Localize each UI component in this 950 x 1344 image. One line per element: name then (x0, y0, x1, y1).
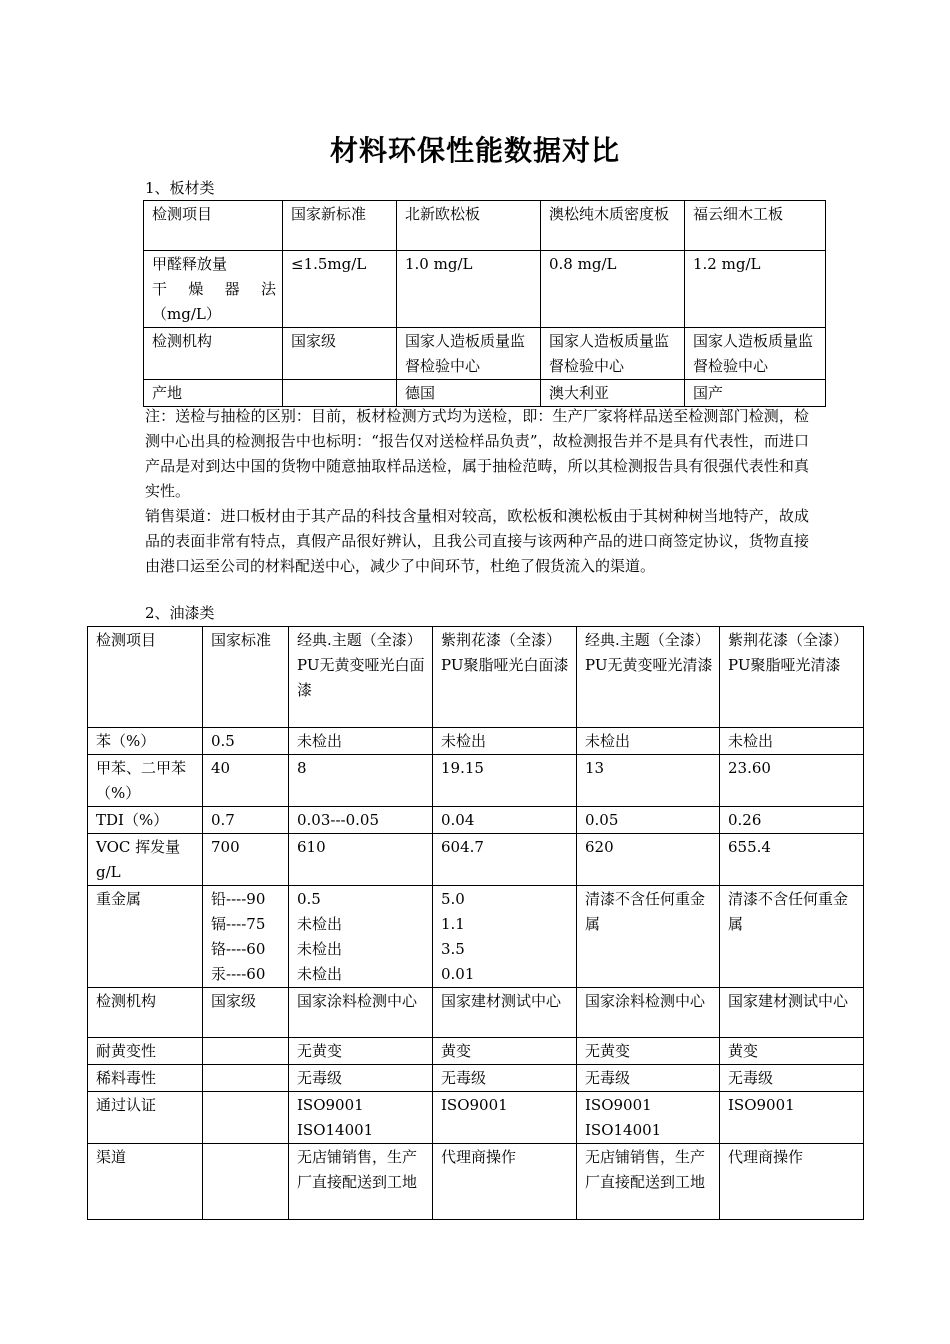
table-cell: 国家建材测试中心 (433, 988, 577, 1038)
table-cell: 604.7 (433, 834, 577, 886)
table-cell: 未检出 (720, 728, 864, 755)
table-header-cell: 紫荆花漆（全漆） PU聚脂哑光清漆 (720, 627, 864, 728)
table-cell: VOC 挥发量 g/L (88, 834, 203, 886)
table-cell: 无毒级 (433, 1065, 577, 1092)
table-cell: ISO9001 ISO14001 (577, 1092, 720, 1144)
table-cell: 通过认证 (88, 1092, 203, 1144)
table-cell: 检测机构 (88, 988, 203, 1038)
table-cell: 0.04 (433, 807, 577, 834)
table-cell: 国家人造板质量监督检验中心 (685, 328, 826, 380)
table-cell: 清漆不含任何重金属 (577, 886, 720, 988)
table-row (88, 728, 864, 755)
table-cell: 甲苯、二甲苯（%） (88, 755, 203, 807)
note-paragraph: 注：送检与抽检的区别：目前，板材检测方式均为送检，即：生产厂家将样品送至检测部门检测，检测中心出具的检测报告中也标明：“报告仅对送检样品负责”，故检测报告并不是具有代表性，而进口产品是对到达中国的货物中随意抽取样品送检，属于抽检范畴，所以其检测报告具有很强代表性和真实性。 (145, 407, 809, 500)
table-cell: 5.0 1.1 3.5 0.01 (433, 886, 577, 988)
table-cell: 620 (577, 834, 720, 886)
table-cell: 23.60 (720, 755, 864, 807)
table-row (88, 807, 864, 834)
table-cell: 清漆不含任何重金属 (720, 886, 864, 988)
table-cell: 19.15 (433, 755, 577, 807)
table-header-cell: 澳松纯木质密度板 (541, 201, 685, 251)
table-cell: 0.5 未检出 未检出 未检出 (289, 886, 433, 988)
table-header-cell: 福云细木工板 (685, 201, 826, 251)
table-cell: 0.8 mg/L (541, 251, 685, 328)
table-cell: 国产 (685, 380, 826, 407)
table-cell: 0.03---0.05 (289, 807, 433, 834)
table-header-cell: 经典.主题（全漆） PU无黄变哑光白面漆 (289, 627, 433, 728)
table-cell: 1.2 mg/L (685, 251, 826, 328)
boards-table (143, 200, 826, 407)
table-cell: 国家建材测试中心 (720, 988, 864, 1038)
table-cell: 无店铺销售，生产厂直接配送到工地 (577, 1144, 720, 1220)
table-row (88, 1092, 864, 1144)
table-cell: 655.4 (720, 834, 864, 886)
table-header-row (144, 201, 826, 251)
table-cell (203, 1092, 289, 1144)
table-cell: ISO9001 (433, 1092, 577, 1144)
table-cell: 国家级 (203, 988, 289, 1038)
table-cell: 未检出 (577, 728, 720, 755)
table-row (88, 834, 864, 886)
table-cell: 澳大利亚 (541, 380, 685, 407)
table-cell: 苯（%） (88, 728, 203, 755)
table-cell: 渠道 (88, 1144, 203, 1220)
table-row (88, 1065, 864, 1092)
table-cell: 无黄变 (577, 1038, 720, 1065)
cell-line: 干燥器法 (152, 280, 276, 298)
table-header-cell: 北新欧松板 (397, 201, 541, 251)
table-cell (203, 1144, 289, 1220)
table-header-cell: 经典.主题（全漆） PU无黄变哑光清漆 (577, 627, 720, 728)
cell-line (152, 252, 276, 327)
table-cell: 无黄变 (289, 1038, 433, 1065)
table-row (88, 1144, 864, 1220)
cell-line: 甲醛释放量 (152, 255, 228, 273)
table-header-cell: 紫荆花漆（全漆） PU聚脂哑光白面漆 (433, 627, 577, 728)
table-cell (283, 380, 397, 407)
table-row (144, 251, 826, 328)
table-cell: 无店铺销售，生产厂直接配送到工地 (289, 1144, 433, 1220)
table-row (88, 755, 864, 807)
table-cell: 1.0 mg/L (397, 251, 541, 328)
table-cell: 0.5 (203, 728, 289, 755)
table-cell: ISO9001 (720, 1092, 864, 1144)
formaldehyde-label (152, 252, 276, 327)
table-row (144, 380, 826, 407)
section-heading-boards: 1、板材类 (145, 179, 215, 197)
table-cell: 检测机构 (144, 328, 283, 380)
table-cell: 重金属 (88, 886, 203, 988)
table-cell: 代理商操作 (720, 1144, 864, 1220)
table-cell: ≤1.5mg/L (283, 251, 397, 328)
table-cell: 0.7 (203, 807, 289, 834)
table-header-cell: 检测项目 (88, 627, 203, 728)
section-heading-paints: 2、油漆类 (145, 604, 215, 622)
paints-table (87, 626, 864, 1220)
table-cell (144, 251, 283, 328)
table-cell: 黄变 (433, 1038, 577, 1065)
table-cell: 610 (289, 834, 433, 886)
table-cell: ISO9001 ISO14001 (289, 1092, 433, 1144)
table-cell (203, 1065, 289, 1092)
table-cell: 无毒级 (289, 1065, 433, 1092)
table-row (144, 328, 826, 380)
table-cell: 产地 (144, 380, 283, 407)
note-paragraph: 销售渠道：进口板材由于其产品的科技含量相对较高，欧松板和澳松板由于其树种树当地特产，故成品的表面非常有特点，真假产品很好辨认，且我公司直接与该两种产品的进口商签定协议，货物直接由港口运至公司的材料配送中心，减少了中间环节，杜绝了假货流入的渠道。 (145, 507, 809, 575)
table-cell: 13 (577, 755, 720, 807)
table-header-row (88, 627, 864, 728)
table-cell: 代理商操作 (433, 1144, 577, 1220)
table-row (88, 988, 864, 1038)
table-cell: 德国 (397, 380, 541, 407)
table-cell: 8 (289, 755, 433, 807)
table-cell: 40 (203, 755, 289, 807)
table-cell: 700 (203, 834, 289, 886)
table-cell: 国家级 (283, 328, 397, 380)
table-cell: 未检出 (433, 728, 577, 755)
page-title: 材料环保性能数据对比 (329, 134, 620, 167)
table-header-cell: 国家标准 (203, 627, 289, 728)
table-cell (203, 1038, 289, 1065)
table-header-cell: 检测项目 (144, 201, 283, 251)
table-row (88, 1038, 864, 1065)
table-cell: 未检出 (289, 728, 433, 755)
table-row (88, 886, 864, 988)
table-cell: 无毒级 (720, 1065, 864, 1092)
table-cell: 黄变 (720, 1038, 864, 1065)
table-cell: TDI（%） (88, 807, 203, 834)
table-cell: 稀料毒性 (88, 1065, 203, 1092)
notes (145, 404, 809, 579)
table-cell: 国家人造板质量监督检验中心 (541, 328, 685, 380)
table-cell: 铅----90 镉----75 铬----60 汞----60 (203, 886, 289, 988)
table-cell: 0.05 (577, 807, 720, 834)
table-cell: 0.26 (720, 807, 864, 834)
table-cell: 耐黄变性 (88, 1038, 203, 1065)
table-cell: 国家涂料检测中心 (289, 988, 433, 1038)
table-cell: 国家人造板质量监督检验中心 (397, 328, 541, 380)
cell-line: （mg/L） (152, 305, 221, 323)
table-cell: 国家涂料检测中心 (577, 988, 720, 1038)
table-header-cell: 国家新标准 (283, 201, 397, 251)
table-cell: 无毒级 (577, 1065, 720, 1092)
